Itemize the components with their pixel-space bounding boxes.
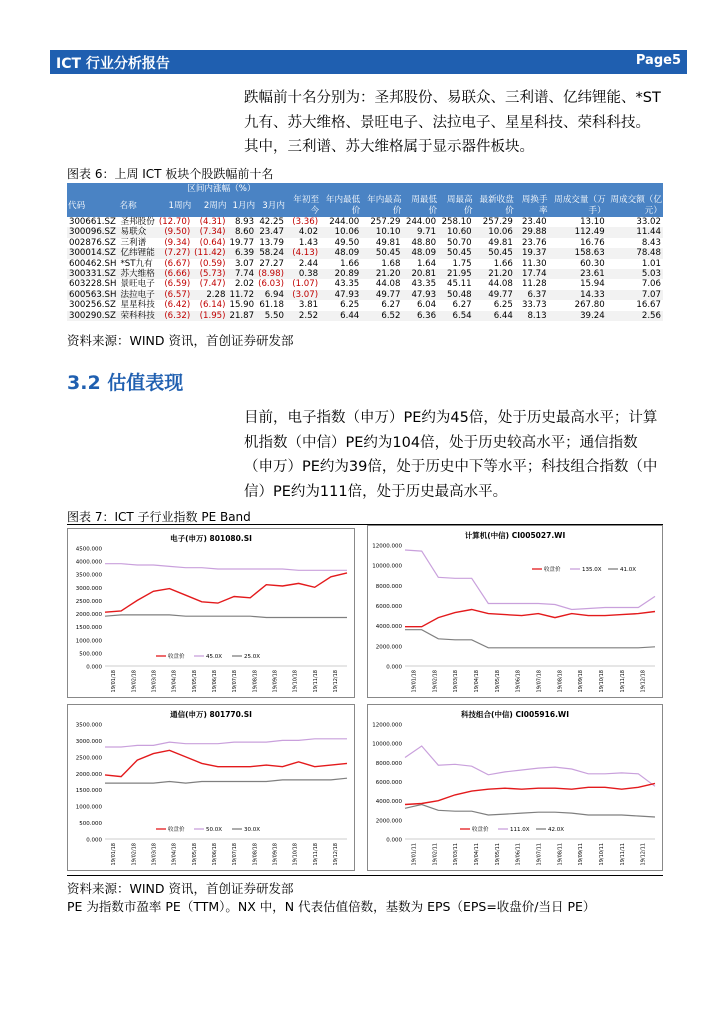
table-cell: 244.00 [406, 217, 437, 227]
x-tick-label: 19/02/11 [432, 843, 439, 866]
table-cell: 47.93 [411, 289, 437, 300]
y-tick-label: 0.000 [386, 837, 402, 844]
figure6-caption: 图表 6：上周 ICT 板块个股跌幅前十名 [67, 167, 274, 181]
table-cell: 2.28 [206, 289, 226, 300]
table-cell: (6.42) [164, 300, 191, 311]
y-tick-label: 2000.000 [375, 644, 402, 651]
table-cell: 6.54 [452, 310, 472, 321]
table-cell: (1.95) [199, 310, 226, 321]
y-tick-label: 3000.000 [75, 585, 102, 592]
table-row [67, 259, 663, 269]
table-cell: 圣邦股份 [120, 217, 155, 227]
table-cell: 112.49 [574, 227, 605, 238]
y-tick-label: 12000.000 [372, 722, 402, 729]
paragraph-line: 跌幅前十名分别为：圣邦股份、易联众、三利谱、亿纬锂能、*ST [244, 90, 661, 106]
table-cell: *ST九有 [120, 258, 153, 269]
x-tick-label: 19/03/11 [453, 843, 460, 866]
x-tick-label: 19/06/18 [211, 843, 218, 866]
chart-title: 科技组合(中信) CI005916.WI [461, 710, 569, 719]
source-note-2: 资料来源：WIND 资讯，首创证券研发部 [67, 881, 294, 896]
table-cell: 43.35 [334, 279, 360, 290]
table-cell: 4.02 [298, 227, 319, 238]
column-header: 最新收盘价 [479, 195, 514, 216]
table-cell: 48.80 [411, 237, 437, 248]
y-tick-label: 2000.000 [75, 771, 102, 778]
y-tick-label: 10000.000 [372, 741, 402, 748]
table-cell: 11.28 [521, 279, 547, 290]
table-cell: 2.52 [298, 310, 319, 321]
x-tick-label: 19/09/18 [272, 670, 279, 693]
table-cell: 50.70 [447, 237, 472, 248]
y-tick-label: 8000.000 [375, 760, 402, 767]
x-tick-label: 19/11/11 [619, 843, 626, 866]
table-cell: (0.64) [199, 237, 226, 248]
x-tick-label: 19/09/11 [578, 843, 585, 866]
x-tick-label: 19/02/18 [131, 843, 138, 866]
x-tick-label: 19/07/18 [232, 843, 239, 866]
pe-band-chart [68, 705, 355, 871]
y-tick-label: 12000.000 [372, 543, 402, 550]
table-cell: (6.03) [258, 279, 284, 290]
table-cell: 5.03 [641, 269, 661, 280]
x-tick-label: 19/11/18 [312, 843, 319, 866]
table-cell: 23.76 [521, 237, 547, 248]
x-tick-label: 19/03/18 [151, 670, 158, 693]
table-cell: 257.29 [482, 217, 513, 227]
y-tick-label: 6000.000 [375, 604, 402, 610]
x-tick-label: 19/12/18 [332, 843, 339, 866]
table-cell: 21.20 [375, 269, 401, 280]
table-cell: 亿纬锂能 [120, 248, 155, 259]
table-cell: 1.66 [340, 258, 360, 269]
table-row [67, 227, 663, 237]
x-tick-label: 19/02/18 [432, 670, 439, 693]
table-cell: 50.48 [447, 289, 472, 300]
table-cell: 6.37 [527, 289, 547, 300]
pe-note: PE 为指数市盈率 PE（TTM）。NX 中，N 代表估值倍数，基数为 EPS（EPS=收盘价/当日 PE） [67, 899, 596, 914]
table-row [67, 279, 663, 289]
table-cell: 600462.SH [69, 258, 117, 269]
table-cell: 10.06 [334, 227, 360, 238]
x-tick-label: 19/08/18 [252, 843, 259, 866]
table-cell: (9.34) [164, 237, 191, 248]
legend-label: 收盘价 [168, 654, 185, 660]
table-cell: 244.00 [329, 217, 360, 227]
table-row [67, 248, 663, 258]
x-tick-label: 19/04/11 [473, 843, 480, 866]
table-cell: (3.36) [292, 217, 319, 227]
y-tick-label: 8000.000 [375, 583, 402, 590]
x-tick-label: 19/09/18 [578, 670, 585, 693]
table-cell: 13.79 [259, 237, 284, 248]
table-cell: 21.20 [488, 269, 513, 280]
table-cell: 11.44 [636, 227, 661, 238]
table-cell: 16.67 [636, 300, 661, 311]
table-row [67, 300, 663, 310]
column-header: 代码 [68, 200, 86, 211]
table-cell: 3.07 [234, 258, 255, 269]
y-tick-label: 2500.000 [75, 598, 102, 605]
table-cell: 1.43 [298, 237, 319, 248]
table-cell: 三利谱 [120, 237, 147, 248]
table-cell: 300096.SZ [69, 227, 116, 238]
table-cell: 33.73 [521, 300, 547, 311]
table-cell: (12.70) [158, 217, 191, 227]
paragraph-line: （申万）PE约为39倍，处于历史中下等水平；科技组合指数（中 [244, 459, 658, 475]
table-cell: 50.45 [488, 248, 513, 259]
x-tick-label: 19/12/11 [640, 843, 647, 866]
table-cell: 1.66 [493, 258, 513, 269]
y-tick-label: 1000.000 [75, 638, 102, 645]
x-tick-label: 19/01/18 [111, 670, 118, 693]
y-tick-label: 0.000 [86, 837, 102, 844]
table-cell: 14.33 [580, 289, 605, 300]
table-cell: (6.32) [164, 310, 191, 321]
x-tick-label: 19/07/11 [536, 843, 543, 866]
table-cell: 48.09 [411, 248, 437, 259]
pe-band-svg [67, 525, 663, 875]
table-header-row [67, 195, 663, 217]
table-cell: (6.57) [164, 289, 191, 300]
table-cell: 300014.SZ [69, 248, 116, 259]
table-body [67, 217, 663, 321]
table-cell: 49.81 [488, 237, 513, 248]
table-cell: 19.37 [521, 248, 547, 259]
pe-band-chart [68, 529, 355, 698]
y-tick-label: 2000.000 [75, 612, 102, 619]
table-cell: 景旺电子 [120, 279, 155, 290]
x-tick-label: 19/03/18 [453, 670, 460, 693]
column-header: 周最低价 [411, 195, 438, 216]
table-cell: (7.27) [164, 248, 191, 259]
page-number: Page5 [635, 53, 681, 68]
decliners-table [67, 183, 663, 321]
table-cell: 1.64 [416, 258, 437, 269]
x-tick-label: 19/06/11 [515, 843, 522, 866]
table-cell: 60.30 [580, 258, 605, 269]
table-cell: 45.11 [447, 279, 472, 290]
paragraph-valuation [244, 406, 664, 504]
column-header: 名称 [119, 200, 137, 211]
column-header: 1月内 [232, 200, 256, 211]
x-tick-label: 19/01/11 [411, 843, 418, 866]
x-tick-label: 19/02/18 [131, 670, 138, 693]
table-cell: 58.24 [259, 248, 284, 259]
table-cell: (6.66) [164, 269, 191, 280]
chart-title: 通信(申万) 801770.SI [170, 710, 252, 719]
table-cell: 23.61 [580, 269, 605, 280]
table-cell: 15.90 [229, 300, 255, 311]
table-cell: 6.25 [493, 300, 513, 311]
table-cell: 002876.SZ [69, 237, 116, 248]
x-tick-label: 19/10/18 [598, 670, 605, 693]
column-header: 2周内 [203, 200, 227, 211]
table-cell: 21.87 [229, 310, 255, 321]
pe-band-charts [67, 524, 663, 876]
table-cell: 11.30 [521, 258, 547, 269]
table-cell: 10.10 [375, 227, 401, 238]
report-header [50, 50, 687, 74]
table-cell: (4.31) [199, 217, 226, 227]
table-cell: 星星科技 [120, 300, 155, 311]
x-tick-label: 19/04/18 [473, 670, 480, 693]
table-cell: 50.45 [375, 248, 401, 259]
x-tick-label: 19/05/18 [191, 670, 198, 693]
x-tick-label: 19/07/18 [232, 670, 239, 693]
table-cell: 29.88 [521, 227, 547, 238]
table-cell: 300331.SZ [69, 269, 116, 280]
x-tick-label: 19/05/11 [494, 843, 501, 866]
group-header: 区间内涨幅（%） [187, 183, 256, 194]
table-cell: (8.98) [258, 269, 284, 280]
legend-label: 41.0X [620, 567, 637, 573]
table-cell: 47.93 [334, 289, 360, 300]
pe-band-chart [368, 705, 663, 871]
table-cell: (7.34) [199, 227, 226, 238]
y-tick-label: 3500.000 [75, 572, 102, 579]
y-tick-label: 2000.000 [375, 818, 402, 825]
x-tick-label: 19/12/18 [640, 670, 647, 693]
table-cell: 21.95 [447, 269, 472, 280]
table-cell: 257.29 [370, 217, 401, 227]
table-cell: 33.02 [636, 217, 661, 227]
column-header: 1周内 [168, 200, 192, 211]
x-tick-label: 19/06/18 [211, 670, 218, 693]
table-cell: 49.77 [375, 289, 401, 300]
table-cell: 6.39 [234, 248, 255, 259]
y-tick-label: 4500.000 [75, 546, 102, 553]
table-cell: 法拉电子 [120, 289, 155, 300]
column-header: 周最高价 [446, 195, 473, 216]
table-cell: (6.59) [164, 279, 191, 290]
x-tick-label: 19/10/11 [598, 843, 605, 866]
report-title: ICT 行业分析报告 [56, 56, 170, 72]
table-cell: 易联众 [120, 227, 147, 238]
table-cell: 6.44 [493, 310, 513, 321]
x-tick-label: 19/10/18 [292, 670, 299, 693]
x-tick-label: 19/10/18 [292, 843, 299, 866]
table-cell: 300256.SZ [69, 300, 116, 311]
table-cell: 600563.SH [69, 289, 117, 300]
y-tick-label: 4000.000 [375, 799, 402, 806]
y-tick-label: 0.000 [86, 664, 102, 671]
legend-label: 收盘价 [472, 827, 489, 833]
y-tick-label: 0.000 [386, 664, 402, 671]
table-cell: 6.04 [416, 300, 437, 311]
table-cell: 6.27 [381, 300, 401, 311]
table-cell: 23.40 [521, 217, 547, 227]
table-cell: 17.74 [521, 269, 547, 280]
table-cell: 0.38 [298, 269, 319, 280]
table-cell: 158.63 [574, 248, 605, 259]
table-cell: 16.76 [580, 237, 605, 248]
table-cell: 48.09 [334, 248, 360, 259]
table-cell: 6.36 [416, 310, 437, 321]
table-cell: 300290.SZ [69, 310, 116, 321]
table-cell: 61.18 [259, 300, 284, 311]
y-tick-label: 1500.000 [75, 788, 102, 795]
x-tick-label: 19/04/18 [171, 843, 178, 866]
table-cell: 6.27 [452, 300, 472, 311]
y-tick-label: 2500.000 [75, 755, 102, 762]
table-cell: 8.93 [234, 217, 255, 227]
section-title: 3.2 估值表现 [67, 372, 184, 394]
table-cell: 20.81 [411, 269, 437, 280]
x-tick-label: 19/05/18 [191, 843, 198, 866]
table-cell: 荣科科技 [120, 310, 155, 321]
y-tick-label: 1500.000 [75, 625, 102, 632]
table-row [67, 311, 663, 321]
table-cell: 23.47 [259, 227, 284, 238]
table-cell: (6.67) [164, 258, 191, 269]
x-tick-label: 19/04/18 [171, 670, 178, 693]
table-cell: 7.74 [234, 269, 255, 280]
x-tick-label: 19/07/18 [536, 670, 543, 693]
table-cell: 8.60 [234, 227, 255, 238]
paragraph-line: 目前，电子指数（申万）PE约为45倍，处于历史最高水平；计算 [244, 410, 658, 426]
table-cell: 6.94 [264, 289, 284, 300]
x-tick-label: 19/06/18 [515, 670, 522, 693]
table-cell: (0.59) [199, 258, 226, 269]
chart-title: 计算机(中信) CI005027.WI [464, 531, 566, 540]
legend-label: 25.0X [244, 654, 261, 660]
table-cell: 15.94 [580, 279, 605, 290]
y-tick-label: 10000.000 [372, 563, 402, 570]
source-note: 资料来源：WIND 资讯，首创证券研发部 [67, 333, 294, 348]
column-header: 周成交额（亿元） [610, 195, 662, 216]
table-cell: (3.07) [292, 289, 319, 300]
table-cell: 2.02 [234, 279, 255, 290]
y-tick-label: 3000.000 [75, 738, 102, 745]
table-cell: 42.25 [259, 217, 284, 227]
table-cell: 43.35 [411, 279, 437, 290]
x-tick-label: 19/08/18 [557, 670, 564, 693]
table-cell: 300661.SZ [69, 217, 116, 227]
table-cell: 3.81 [298, 300, 319, 311]
legend-label: 30.0X [244, 827, 261, 833]
table-cell: 6.25 [340, 300, 360, 311]
table-cell: 1.68 [381, 258, 401, 269]
legend-label: 45.0X [206, 654, 223, 660]
table-cell: 1.01 [641, 258, 661, 269]
table-cell: 39.24 [580, 310, 605, 321]
table-cell: 8.43 [641, 237, 661, 248]
table-cell: 20.89 [334, 269, 360, 280]
table-cell: 603228.SH [69, 279, 117, 290]
column-header: 3月内 [262, 200, 285, 211]
table-cell: 1.75 [452, 258, 472, 269]
table-row [67, 217, 663, 227]
table-row [67, 238, 663, 248]
x-tick-label: 19/01/18 [411, 670, 418, 693]
legend-label: 50.0X [206, 827, 223, 833]
table-cell: 44.08 [488, 279, 513, 290]
column-header: 年初至今 [293, 195, 320, 216]
table-cell: (4.13) [292, 248, 319, 259]
x-tick-label: 19/11/18 [619, 670, 626, 693]
table-cell: (6.14) [199, 300, 226, 311]
table-cell: 9.71 [416, 227, 437, 238]
table-cell: (5.73) [199, 269, 226, 280]
table-row [67, 269, 663, 279]
paragraph-line: 其中，三利谱、苏大维格属于显示器件板块。 [244, 139, 534, 155]
table-cell: 苏大维格 [120, 269, 155, 280]
column-header: 年内最高价 [367, 195, 402, 216]
table-cell: 2.44 [298, 258, 319, 269]
y-tick-label: 1000.000 [75, 804, 102, 811]
table-cell: (1.07) [292, 279, 319, 290]
legend-label: 135.0X [582, 567, 602, 573]
table-cell: 7.06 [641, 279, 661, 290]
table-cell: 258.10 [441, 217, 472, 227]
chart-title: 电子(申万) 801080.SI [170, 534, 252, 543]
table-cell: 11.72 [229, 289, 255, 300]
table-cell: 27.27 [259, 258, 284, 269]
table-cell: 6.44 [340, 310, 360, 321]
y-tick-label: 4000.000 [375, 624, 402, 631]
y-tick-label: 4000.000 [75, 559, 102, 566]
x-tick-label: 19/08/18 [252, 670, 259, 693]
column-header: 周换手率 [521, 195, 548, 216]
table-cell: 7.07 [641, 289, 661, 300]
table-cell: 267.80 [574, 300, 605, 311]
x-tick-label: 19/11/18 [312, 670, 319, 693]
x-tick-label: 19/12/18 [332, 670, 339, 693]
x-tick-label: 19/03/18 [151, 843, 158, 866]
legend-label: 收盘价 [168, 827, 185, 833]
legend-label: 42.0X [548, 827, 565, 833]
table-cell: (9.50) [164, 227, 191, 238]
table-cell: 10.60 [447, 227, 472, 238]
x-tick-label: 19/05/18 [494, 670, 501, 693]
paragraph-line: 九有、苏大维格、景旺电子、法拉电子、星星科技、荣科科技。 [244, 114, 650, 131]
y-tick-label: 500.000 [79, 651, 102, 658]
x-tick-label: 19/09/18 [272, 843, 279, 866]
table-cell: 6.52 [381, 310, 401, 321]
table-cell: 13.10 [580, 217, 605, 227]
table-cell: 49.81 [375, 237, 401, 248]
y-tick-label: 3500.000 [75, 722, 102, 729]
table-cell: 49.77 [488, 289, 513, 300]
paragraph-line: 信）PE约为111倍，处于历史最高水平。 [244, 483, 508, 500]
y-tick-label: 6000.000 [375, 780, 402, 786]
table-row [67, 290, 663, 300]
table-cell: 78.48 [636, 248, 661, 259]
y-tick-label: 500.000 [79, 821, 102, 828]
table-cell: 2.56 [641, 310, 661, 321]
table-cell: 19.77 [229, 237, 255, 248]
table-cell: 5.50 [264, 310, 284, 321]
x-tick-label: 19/01/18 [111, 843, 118, 866]
table-cell: 49.50 [334, 237, 360, 248]
legend-label: 收盘价 [544, 567, 561, 573]
column-header: 周成交量（万手） [554, 195, 606, 216]
table-cell: (7.47) [199, 279, 226, 290]
column-header: 年内最低价 [325, 195, 361, 216]
paragraph-decliners [244, 86, 664, 160]
x-tick-label: 19/08/11 [557, 843, 564, 866]
table-cell: 44.08 [375, 279, 401, 290]
table-cell: 10.06 [488, 227, 513, 238]
legend-label: 111.0X [510, 827, 530, 833]
paragraph-line: 机指数（中信）PE约为104倍，处于历史较高水平；通信指数 [244, 434, 638, 451]
pe-band-chart [368, 526, 663, 698]
table-cell: (11.42) [194, 248, 226, 259]
figure7-caption: 图表 7：ICT 子行业指数 PE Band [67, 510, 251, 524]
table-cell: 50.45 [447, 248, 472, 259]
table-cell: 8.13 [527, 310, 547, 321]
